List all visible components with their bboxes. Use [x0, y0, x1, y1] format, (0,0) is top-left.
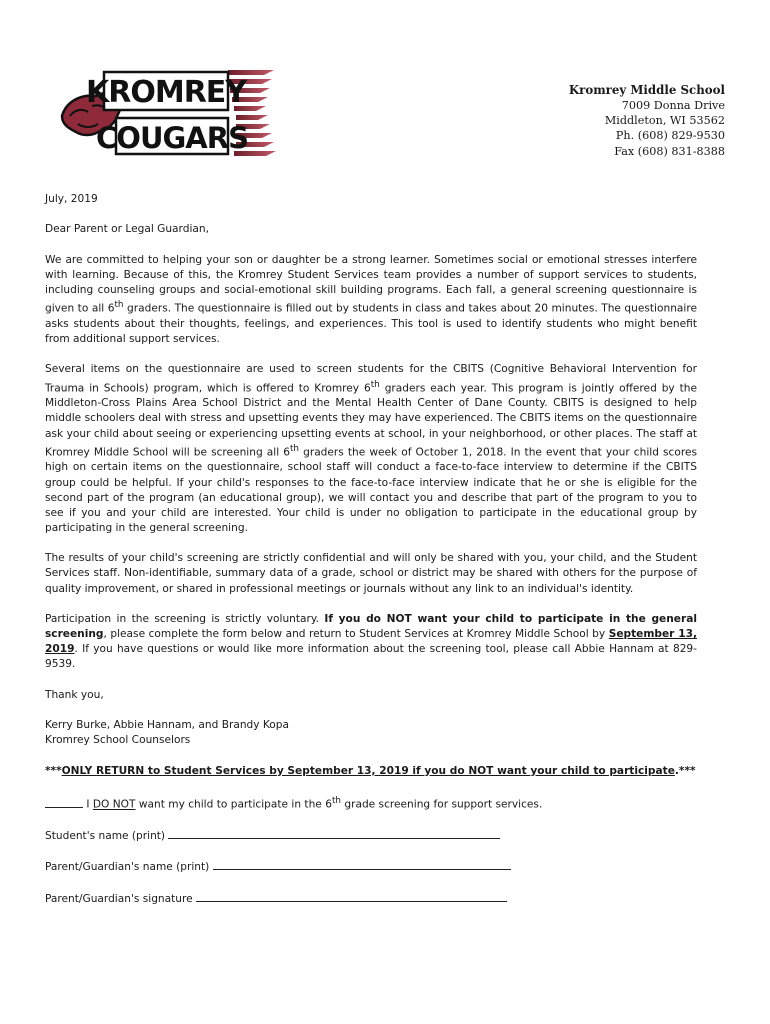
- return-notice: ***ONLY RETURN to Student Services by September 13, 2019 if you do NOT want your child to participate.***: [45, 764, 696, 777]
- school-name: Kromrey Middle School: [568, 83, 725, 97]
- signers-title: Kromrey School Counselors: [45, 734, 191, 747]
- kromrey-cougars-logo: [58, 66, 276, 162]
- signers-names: Kerry Burke, Abbie Hannam, and Brandy Kopa: [45, 719, 290, 732]
- parent-signature-row: [45, 891, 697, 907]
- letter-closing: Thank you,: [45, 688, 104, 701]
- school-phone: Ph. (608) 829-9530: [615, 129, 725, 143]
- parent-name-row: [45, 859, 697, 875]
- school-address-block: [569, 82, 725, 159]
- school-street: 7009 Donna Drive: [621, 99, 725, 112]
- letter-date: July, 2019: [45, 193, 98, 205]
- return-deadline: September 13, 2019: [45, 628, 697, 656]
- opt-out-checkline[interactable]: [45, 797, 83, 808]
- parent-name-field[interactable]: [213, 859, 511, 870]
- paragraph-3: The results of your child's screening are strictly confidential and will only be shared with you, your child, and the Student Services staff. Non-identifiable, summary data of a grade, school or district may be shared with others for the purpose of quality improvement, or shared in professional meetings or journals without any link to an individual's identity.: [45, 552, 697, 595]
- school-fax: Fax (608) 831-8388: [614, 144, 725, 158]
- letter-salutation: Dear Parent or Legal Guardian,: [45, 223, 209, 236]
- parent-name-label: Parent/Guardian's name (print): [45, 861, 210, 874]
- logo-bottom-text: COUGARS: [96, 121, 248, 155]
- student-name-row: [45, 828, 697, 844]
- student-name-field[interactable]: [168, 828, 500, 839]
- letter-body: [45, 192, 697, 922]
- parent-signature-label: Parent/Guardian's signature: [45, 892, 193, 905]
- logo-top-text: KROMREY: [85, 75, 247, 110]
- parent-signature-field[interactable]: [196, 891, 507, 902]
- paragraph-4: Participation in the screening is strictly voluntary. If you do NOT want your child to participate in the general screening, please complete the form below and return to Student Services at Kromrey Middle School by September 13, 2019. If you have questions or would like more information about the screening tool, please call Abbie Hannam at 829-9539.: [45, 612, 697, 671]
- paragraph-2: Several items on the questionnaire are used to screen students for the CBITS (Cognitive Behavioral Intervention for Trauma in Schools) program, which is offered to Kromrey 6th graders each year. This program is jointly offered by the Middleton-Cross Plains Area School District and the Mental Health Center of Dane County. CBITS is designed to help middle schoolers deal with stress and upsetting events they may have experienced. The CBITS items on the questionnaire ask your child about seeing or experiencing upsetting events at school, in your neighborhood, or other places. The staff at Kromrey Middle School will be screening all 6th graders the week of October 1, 2018. In the event that your child scores high on certain items on the questionnaire, school staff will conduct a face-to-face interview to determine if the CBITS group could be helpful. If your child's responses to the face-to-face interview indicate that he or she is eligible for the second part of the program (an educational group), we will contact you and describe that part of the program to you to see if you and your child are interested. Your child is under no obligation to participate in the educational group by participating in the general screening.: [45, 363, 697, 534]
- student-name-label: Student's name (print): [45, 829, 166, 842]
- opt-out-row: I DO NOT want my child to participate in the 6th grade screening for support services.: [45, 794, 697, 813]
- paragraph-1: We are committed to helping your son or daughter be a strong learner. Sometimes social or emotional stresses interfere with learning. Because of this, the Kromrey Student Services team provides a number of support services to students, including counseling groups and social-emotional skill building programs. Each fall, a general screening questionnaire is given to all 6th graders. The questionnaire is filled out by students in class and takes about 20 minutes. The questionnaire asks students about their thoughts, feelings, and experiences. This tool is used to identify students who might benefit from additional support services.: [45, 253, 697, 345]
- school-city: Middleton, WI 53562: [604, 114, 725, 128]
